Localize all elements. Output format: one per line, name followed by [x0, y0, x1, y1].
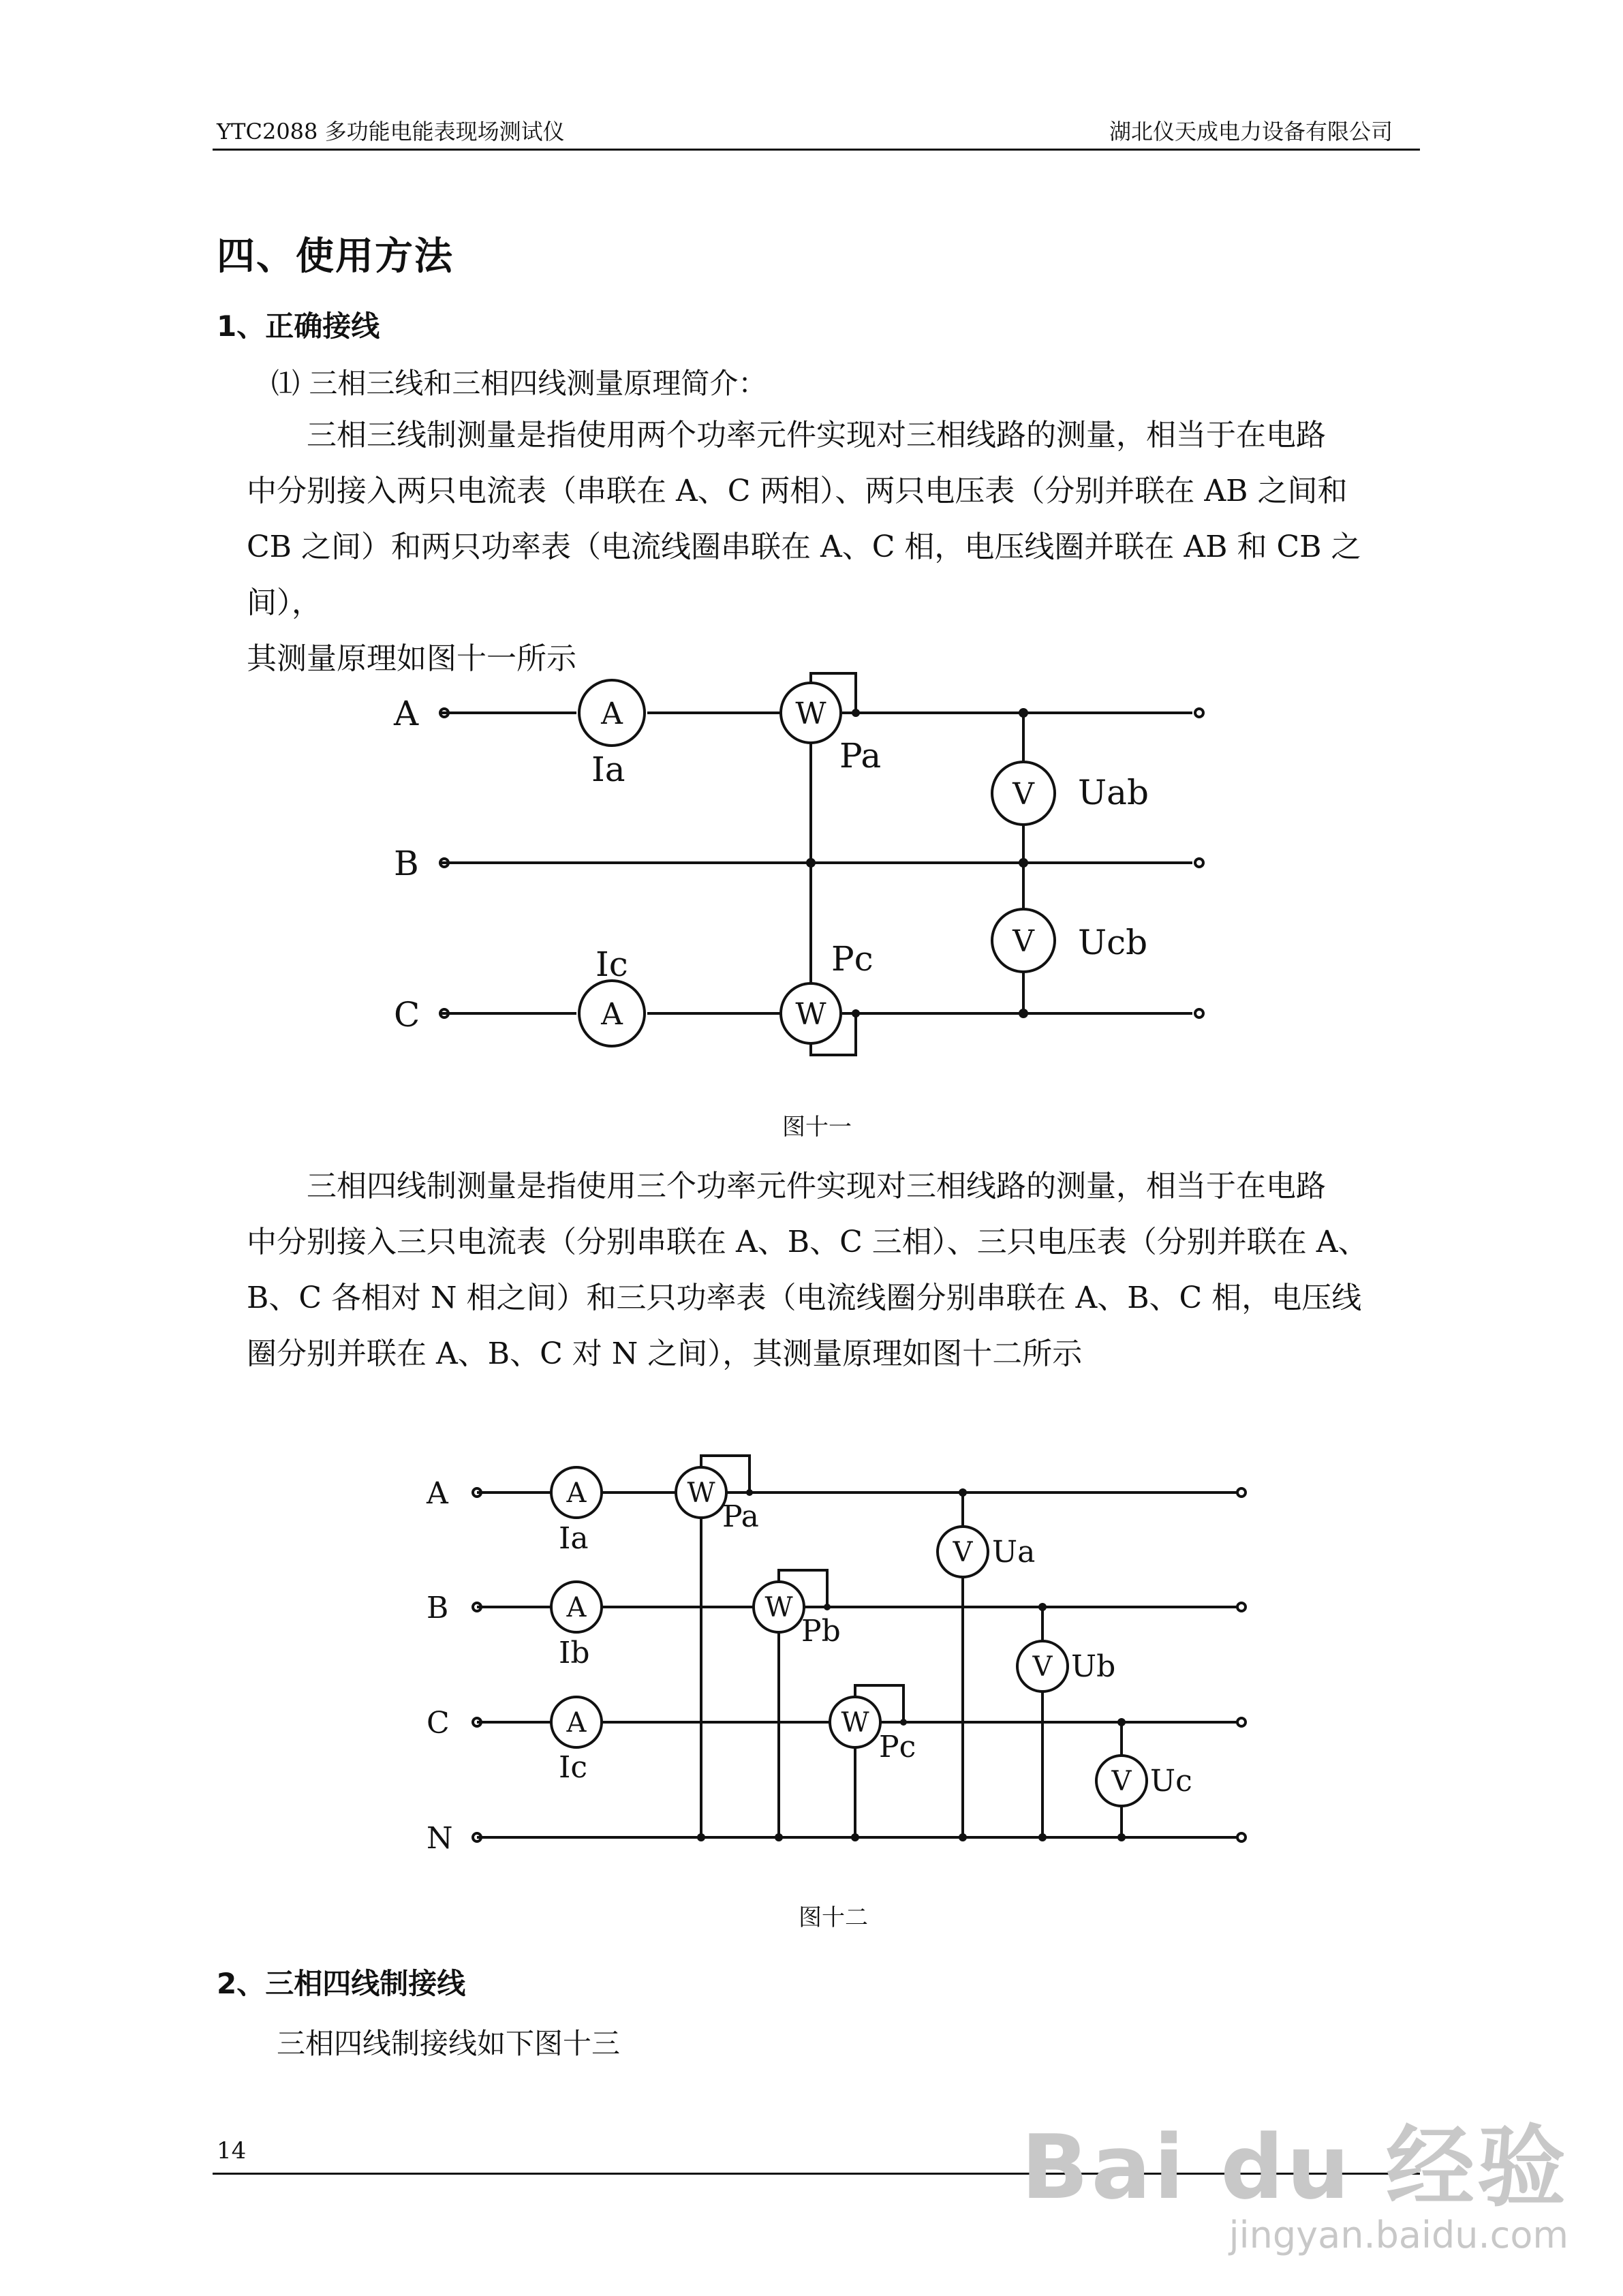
junction-dot — [824, 1604, 831, 1610]
voltmeter-symbol: V — [1111, 1766, 1132, 1797]
phase-label-n: N — [427, 1821, 453, 1856]
junction-dot — [851, 1833, 859, 1841]
junction-dot — [1038, 1833, 1047, 1841]
header-company-name: 湖北仪天成电力设备有限公司 — [1109, 119, 1393, 144]
paragraph-line: 圈分别并联在 A、B、C 对 N 之间），其测量原理如图十二所示 — [247, 1336, 1083, 1371]
junction-dot — [1117, 1718, 1126, 1726]
terminal — [1237, 1833, 1246, 1841]
page-number: 14 — [217, 2137, 247, 2164]
label-uc: Uc — [1150, 1764, 1192, 1798]
wattmeter-symbol: W — [795, 697, 826, 731]
label-pc: Pc — [879, 1730, 916, 1764]
label-pa: Pa — [722, 1499, 759, 1534]
paragraph-line: 三相三线制测量是指使用两个功率元件实现对三相线路的测量，相当于在电路 — [307, 418, 1326, 453]
junction-dot — [746, 1489, 753, 1496]
label-ib: Ib — [559, 1636, 590, 1670]
figure-11-caption: 图十一 — [782, 1114, 852, 1141]
label-pa: Pa — [839, 736, 882, 776]
ammeter-symbol: A — [566, 1707, 587, 1739]
phase-label-b: B — [427, 1591, 449, 1625]
watermark-url: jingyan.baidu.com — [1228, 2214, 1568, 2256]
junction-dot — [959, 1488, 967, 1497]
voltmeter-symbol: V — [1013, 777, 1034, 812]
label-ua: Ua — [992, 1535, 1036, 1570]
junction-dot — [697, 1833, 705, 1841]
label-ub: Ub — [1071, 1649, 1116, 1684]
terminal — [1237, 1488, 1246, 1497]
phase-label-c: C — [427, 1706, 450, 1741]
header-document-title: YTC2088 多功能电能表现场测试仪 — [217, 119, 565, 144]
phase-label-c: C — [394, 995, 420, 1035]
ammeter-symbol: A — [601, 697, 623, 731]
paragraph-line: 其测量原理如图十一所示 — [247, 641, 576, 676]
label-ic: Ic — [559, 1750, 588, 1785]
wattmeter-symbol: W — [687, 1478, 715, 1509]
terminal — [1237, 1718, 1246, 1726]
label-ic: Ic — [596, 945, 628, 984]
paragraph-line: 三相四线制测量是指使用三个功率元件实现对三相线路的测量，相当于在电路 — [307, 1169, 1326, 1204]
phase-label-a: A — [427, 1476, 448, 1511]
ammeter-symbol: A — [601, 997, 623, 1032]
watermark-logo-text: Bai du 经验 — [1021, 2115, 1568, 2219]
phase-label-a: A — [394, 694, 419, 733]
voltmeter-symbol: V — [953, 1537, 973, 1568]
item-heading: ⑴ 三相三线和三相四线测量原理简介： — [271, 367, 767, 400]
label-pb: Pb — [801, 1614, 841, 1649]
paragraph-line: 中分别接入两只电流表（串联在 A、C 两相）、两只电压表（分别并联在 AB 之间和 — [247, 474, 1348, 508]
junction-dot — [1117, 1833, 1126, 1841]
wattmeter-symbol: W — [795, 997, 826, 1032]
label-ia: Ia — [559, 1521, 589, 1556]
ammeter-symbol: A — [566, 1592, 587, 1623]
wattmeter-symbol: W — [841, 1707, 869, 1739]
subsection-title-1: 1、正确接线 — [217, 309, 380, 343]
paragraph-line: CB 之间）和两只功率表（电流线圈串联在 A、C 相，电压线圈并联在 AB 和 CB 之间）， — [247, 530, 1361, 620]
voltmeter-symbol: V — [1013, 924, 1034, 959]
junction-dot — [775, 1833, 783, 1841]
figure-12-caption: 图十二 — [799, 1904, 868, 1931]
label-pc: Pc — [831, 939, 874, 979]
label-ia: Ia — [591, 750, 625, 789]
label-ucb: Ucb — [1078, 923, 1148, 962]
subsection-title-2: 2、三相四线制接线 — [217, 1967, 466, 2000]
phase-label-b: B — [394, 844, 419, 883]
paragraph-line: B、C 各相对 N 相之间）和三只功率表（电流线圈分别串联在 A、B、C 相，电压线 — [247, 1281, 1362, 1315]
ammeter-symbol: A — [566, 1478, 587, 1509]
wattmeter-symbol: W — [764, 1592, 793, 1623]
paragraph-line: 中分别接入三只电流表（分别串联在 A、B、C 三相）、三只电压表（分别并联在 A、 — [247, 1225, 1368, 1259]
junction-dot — [900, 1719, 907, 1726]
junction-dot — [959, 1833, 967, 1841]
junction-dot — [1038, 1603, 1047, 1611]
baidu-watermark — [1021, 2115, 1569, 2256]
voltmeter-symbol: V — [1032, 1651, 1053, 1683]
label-uab: Uab — [1078, 773, 1149, 812]
subsection-2-text: 三相四线制接线如下图十三 — [277, 2027, 621, 2060]
terminal — [1237, 1603, 1246, 1611]
section-title: 四、使用方法 — [217, 234, 454, 279]
